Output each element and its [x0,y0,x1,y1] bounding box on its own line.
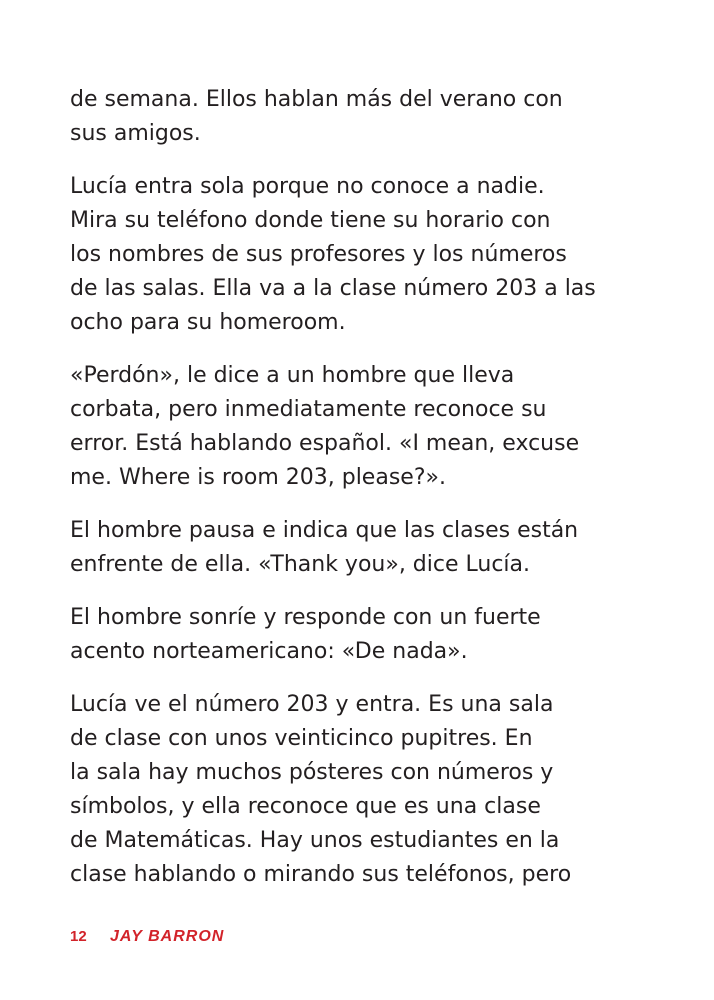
text-line: El hombre pausa e indica que las clases están [70,518,579,543]
paragraph-6 [70,688,640,892]
text-line: de semana. Ellos hablan más del verano con [70,87,563,112]
text-line: acento norteamericano: «De nada». [70,639,468,664]
page-footer [70,928,224,952]
text-line: «Perdón», le dice a un hombre que lleva [70,363,515,388]
text-line: corbata, pero inmediatamente reconoce su [70,397,547,422]
text-line: de clase con unos veinticinco pupitres. En [70,726,533,751]
paragraph-1 [70,83,640,151]
text-line: enfrente de ella. «Thank you», dice Lucía. [70,552,531,577]
text-line: Lucía entra sola porque no conoce a nadie. [70,174,545,199]
text-line: me. Where is room 203, please?». [70,465,446,490]
text-line: El hombre sonríe y responde con un fuerte [70,605,541,630]
text-line: de Matemáticas. Hay unos estudiantes en la [70,828,560,853]
paragraph-4 [70,514,640,582]
text-line: ocho para su homeroom. [70,310,346,335]
text-line: clase hablando o mirando sus teléfonos, pero [70,862,572,887]
text-line: sus amigos. [70,121,201,146]
text-line: los nombres de sus profesores y los números [70,242,567,267]
body-text [70,83,640,911]
text-line: de las salas. Ella va a la clase número 203 a las [70,276,596,301]
text-line: Mira su teléfono donde tiene su horario con [70,208,551,233]
running-head-author: JAY BARRON [110,928,225,945]
page-number: 12 [70,928,87,945]
text-line: la sala hay muchos pósteres con números y [70,760,554,785]
text-line: Lucía ve el número 203 y entra. Es una sala [70,692,554,717]
text-line: símbolos, y ella reconoce que es una clase [70,794,541,819]
paragraph-5 [70,601,640,669]
text-line: error. Está hablando español. «I mean, excuse [70,431,580,456]
paragraph-2 [70,170,640,340]
paragraph-3 [70,359,640,495]
